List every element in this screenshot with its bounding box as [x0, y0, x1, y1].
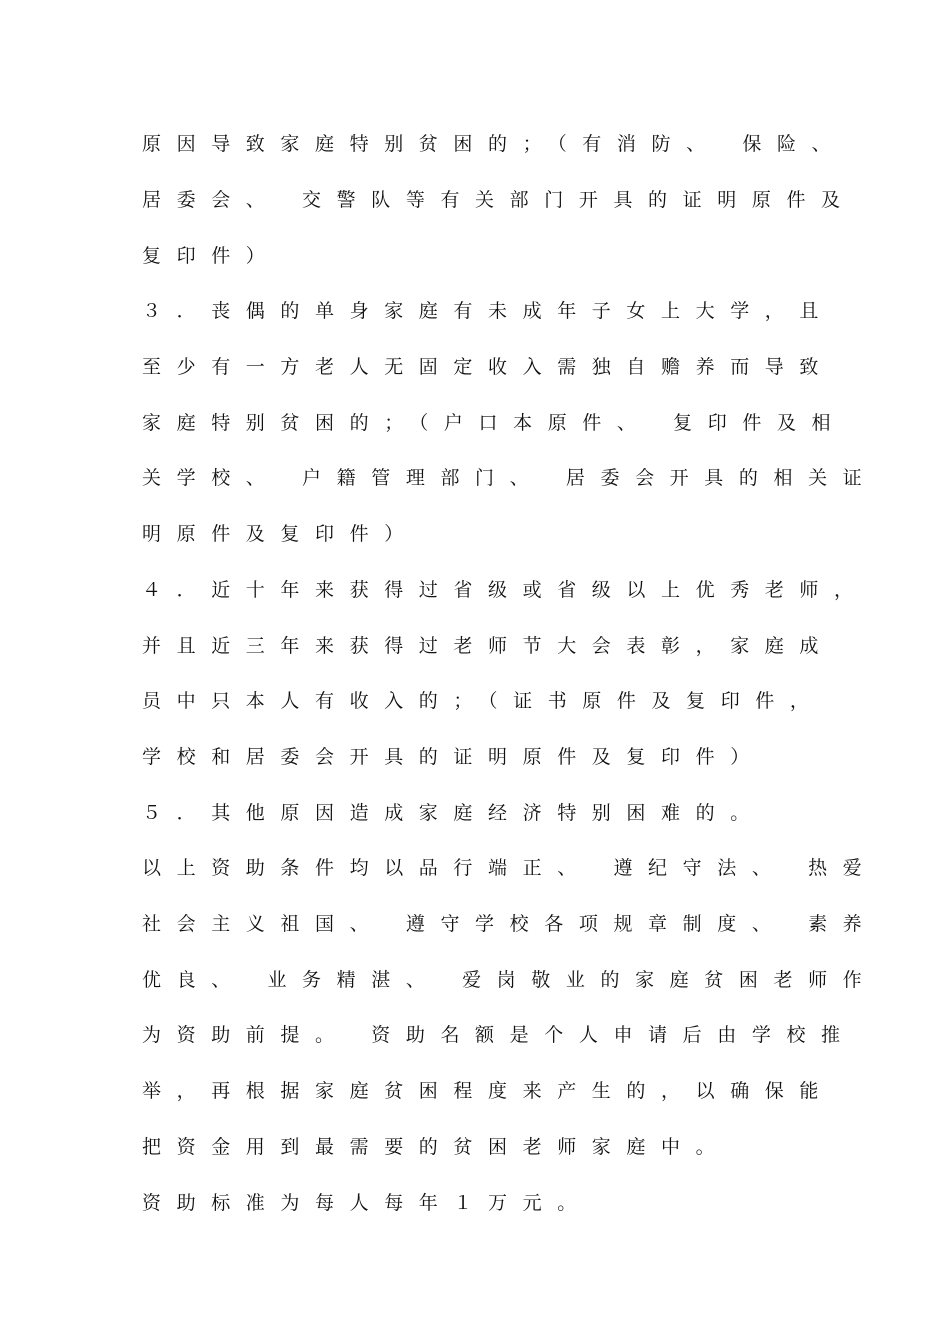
paragraph-line: 居委会、 交警队等有关部门开具的证明原件及	[142, 189, 856, 211]
paragraph-line: ４．近十年来获得过省级或省级以上优秀老师，	[142, 579, 869, 601]
paragraph-line: ３．丧偶的单身家庭有未成年子女上大学，且	[142, 300, 835, 322]
paragraph-line: 家庭特别贫困的；（户口本原件、 复印件及相	[142, 412, 847, 434]
paragraph-line: 为资助前提。 资助名额是个人申请后由学校推	[142, 1024, 856, 1046]
paragraph-line: 明原件及复印件）	[142, 523, 419, 545]
paragraph-line: 优良、 业务精湛、 爱岗敬业的家庭贫困老师作	[142, 969, 878, 991]
paragraph-line: 学校和居委会开具的证明原件及复印件）	[142, 746, 765, 768]
paragraph-line: 举，再根据家庭贫困程度来产生的，以确保能	[142, 1080, 835, 1102]
paragraph-line: 资助标准为每人每年１万元。	[142, 1192, 592, 1214]
paragraph-line: 员中只本人有收入的；（证书原件及复印件，	[142, 690, 825, 712]
paragraph-line: 原因导致家庭特别贫困的；（有消防、 保险、	[142, 133, 847, 155]
paragraph-line: 以上资助条件均以品行端正、 遵纪守法、 热爱	[142, 857, 878, 879]
paragraph-line: 把资金用到最需要的贫困老师家庭中。	[142, 1136, 731, 1158]
paragraph-line: 至少有一方老人无固定收入需独自赡养而导致	[142, 356, 835, 378]
paragraph-line: 复印件）	[142, 245, 281, 267]
paragraph-line: 并且近三年来获得过老师节大会表彰，家庭成	[142, 635, 835, 657]
paragraph-line: ５．其他原因造成家庭经济特别困难的。	[142, 802, 765, 824]
paragraph-line: 关学校、 户籍管理部门、 居委会开具的相关证	[142, 467, 878, 489]
paragraph-line: 社会主义祖国、 遵守学校各项规章制度、 素养	[142, 913, 878, 935]
